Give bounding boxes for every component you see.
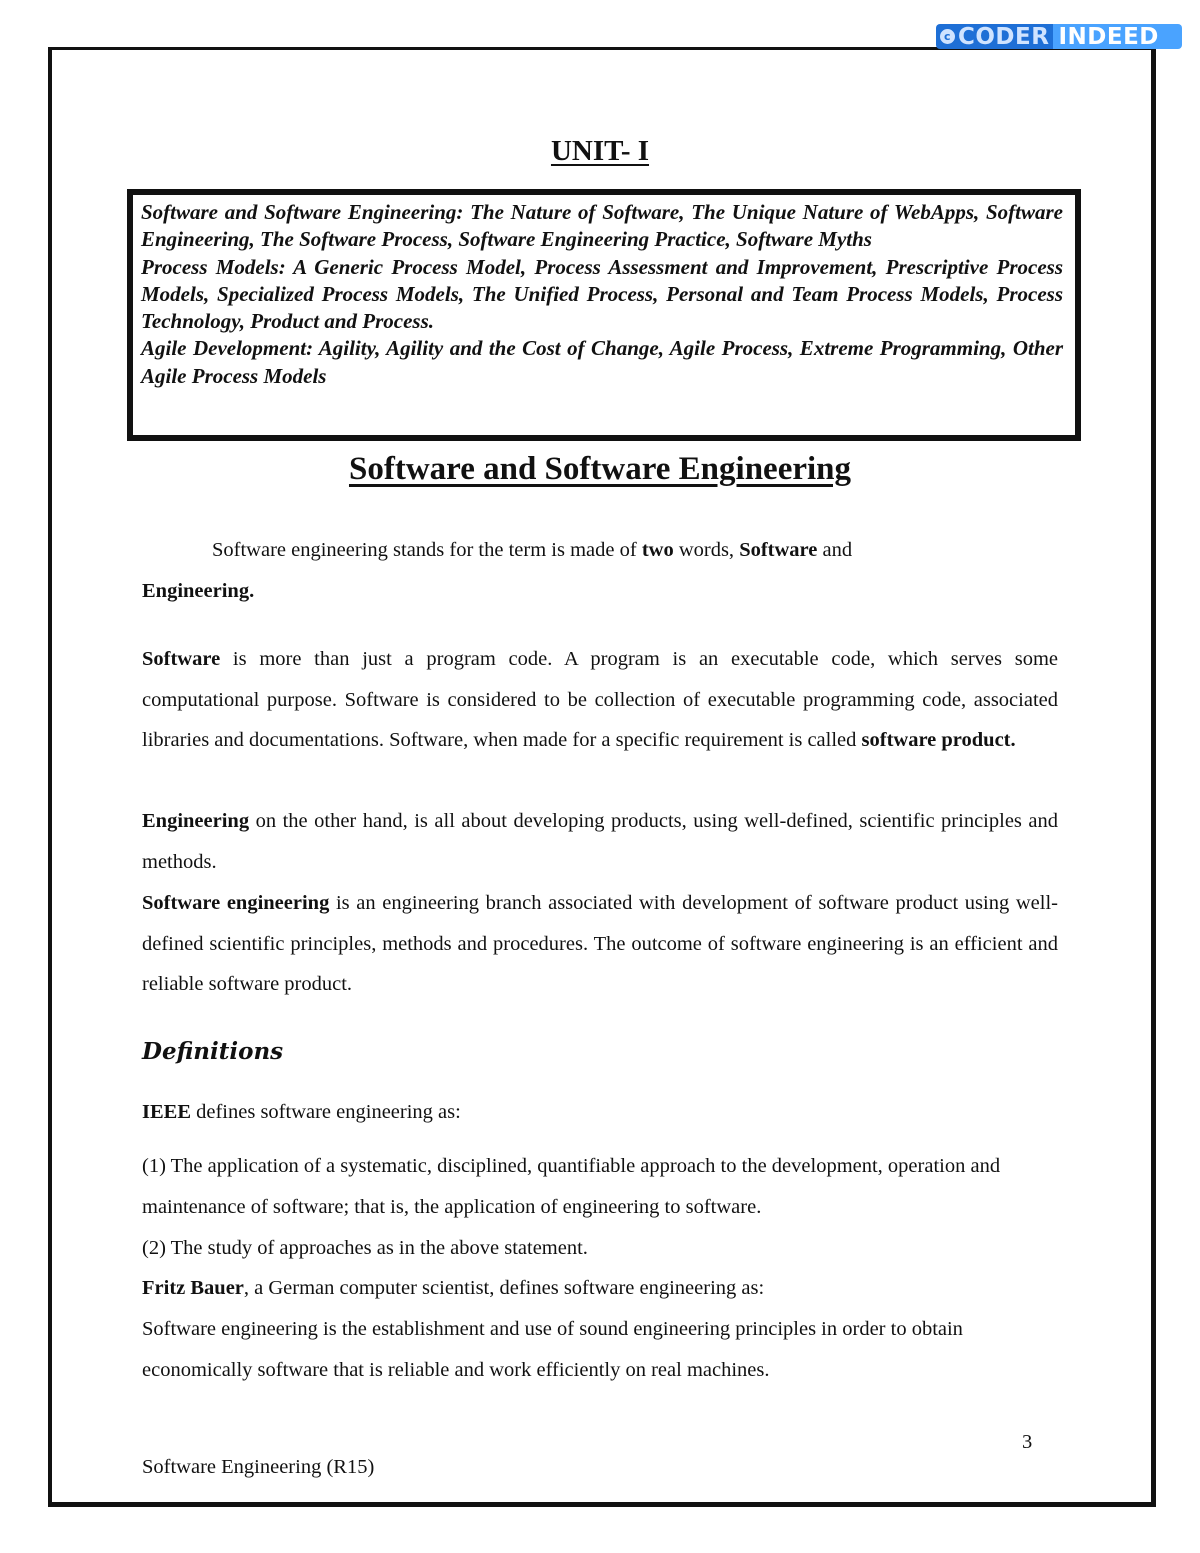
definitions-heading: Definitions	[142, 1038, 284, 1065]
intro-text-1: Software engineering stands for the term is made of	[212, 539, 642, 561]
ieee-term: IEEE	[142, 1101, 191, 1123]
bauer-definition: Software engineering is the establishment and use of sound engineering principles in order to obtain economically software that is reliable and work efficiently on real machines.	[142, 1318, 963, 1381]
syllabus-item-process-models: Process Models: A Generic Process Model, Process Assessment and Improvement, Prescriptive Process Models, Specialized Process Models, The Unified Process, Personal and Team Process Models, Process Technology, Product and Process.	[141, 254, 1063, 334]
software-engineering-text: is an engineering branch associated with development of software product using well-defined scientific principles, methods and procedures. The outcome of software engineering is an efficient and reliable software product.	[142, 892, 1058, 996]
definition-2: (2) The study of approaches as in the above statement.	[142, 1237, 588, 1259]
bauer-text: , a German computer scientist, defines software engineering as:	[243, 1277, 765, 1299]
syllabus-item-agile: Agile Development: Agility, Agility and the Cost of Change, Agile Process, Extreme Programming, Other Agile Process Models	[141, 336, 1063, 388]
section-title: Software and Software Engineering	[348, 451, 852, 487]
engineering-text: on the other hand, is all about developing products, using well-defined, scientific principles and methods.	[142, 810, 1058, 873]
software-product-term: software product.	[861, 729, 1016, 752]
bauer-name: Fritz Bauer	[142, 1277, 244, 1299]
intro-bold-software: Software	[739, 539, 818, 561]
engineering-paragraph	[142, 801, 1058, 882]
software-text: is more than just a program code. A program is an executable code, which serves some computational purpose. Software is considered to be collection of executable programming code, associated libraries and documentations. Software, when made for a specific requirement is called	[142, 648, 1058, 752]
definition-1: (1) The application of a systematic, disciplined, quantifiable approach to the development, operation and maintenance of software; that is, the application of engineering to software.	[142, 1155, 1001, 1218]
unit-title: UNIT- I	[550, 135, 650, 167]
syllabus-item-software: Software and Software Engineering: The Nature of Software, The Unique Nature of WebApps, Software Engineering, The Software Process, Software Engineering Practice, Software Myths	[141, 200, 1063, 252]
logo-text-indeed: INDEED	[1053, 24, 1182, 49]
intro-text-2: words,	[673, 539, 740, 561]
software-engineering-term: Software engineering	[142, 892, 330, 914]
software-term: Software	[142, 648, 221, 670]
intro-text-3: and	[817, 539, 853, 561]
logo-left	[936, 24, 1053, 49]
intro-paragraph	[142, 530, 1058, 611]
coderindeed-logo	[936, 24, 1182, 49]
engineering-term: Engineering	[142, 810, 250, 832]
intro-bold-engineering: Engineering.	[142, 579, 255, 602]
syllabus-box	[127, 189, 1081, 441]
page-number: 3	[1022, 1431, 1033, 1453]
software-paragraph	[142, 639, 1058, 761]
bauer-intro	[142, 1268, 1058, 1309]
ieee-text: defines software engineering as:	[191, 1101, 461, 1123]
footer-title: Software Engineering (R15)	[142, 1456, 375, 1478]
ieee-intro	[142, 1092, 1058, 1133]
copyright-icon: c	[940, 29, 955, 44]
intro-bold-two: two	[641, 539, 674, 561]
logo-text-coder: CODER	[958, 24, 1050, 49]
software-engineering-paragraph	[142, 883, 1058, 1005]
